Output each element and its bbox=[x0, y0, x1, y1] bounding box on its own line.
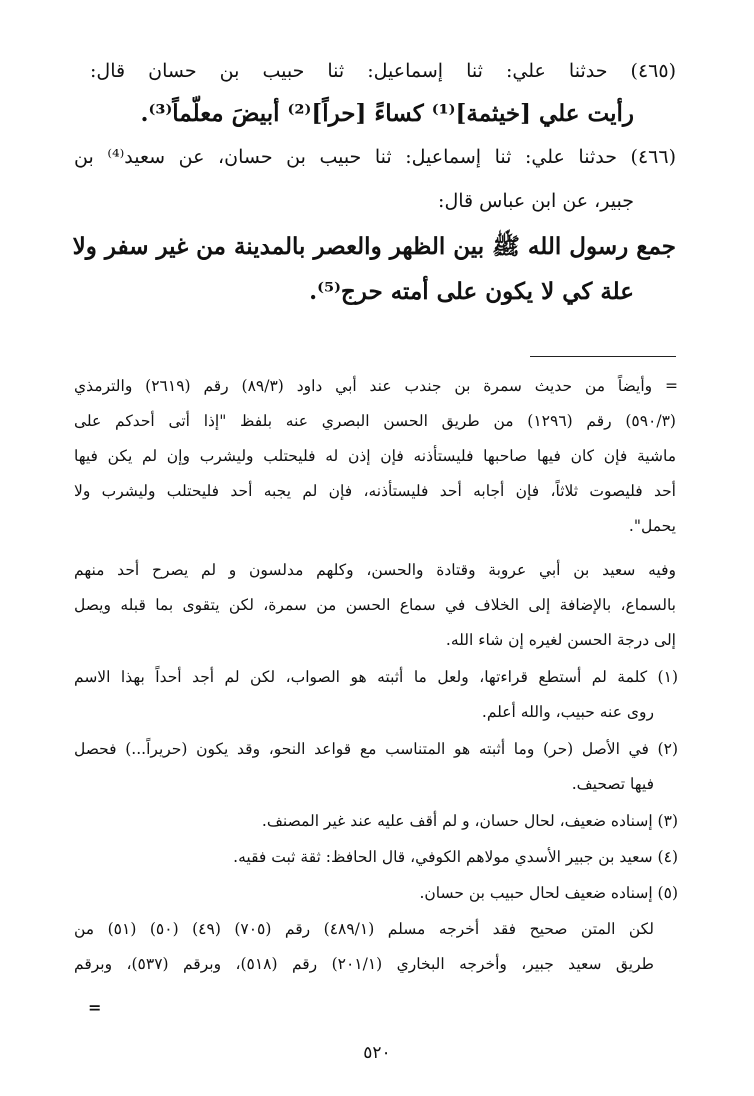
hadith-465-text: رأيت علي [خيثمة]⁽¹⁾ كساءً [حراً]⁽²⁾ أبيضَ معلّماً⁽³⁾. bbox=[140, 100, 634, 127]
footnote-2: (٢) في الأصل (حر) وما أثبته هو المتناسب مع قواعد النحو، وقد يكون (حريراً...) فحصل bbox=[74, 740, 678, 758]
footnote-line: طريق سعيد جبير، وأخرجه البخاري (٢٠١/١) رقم (٥١٨)، وبرقم (٥٣٧)، وبرقم bbox=[74, 955, 654, 973]
footnote-line: بالسماع، بالإضافة إلى الخلاف في سماع الحسن من سمرة، لكن يتقوى بما قبله ويصل bbox=[74, 596, 676, 614]
footnote-5: (٥) إسناده ضعيف لحال حبيب بن حسان. bbox=[419, 884, 678, 902]
footnote-line: لكن المتن صحيح فقد أخرجه مسلم (٤٨٩/١) رقم (٧٠٥) (٤٩) (٥٠) (٥١) من bbox=[74, 920, 654, 938]
footnote-line: أحد فليصوت ثلاثاً، فإن أجابه أحد فليستأذنه، فإن لم يجبه أحد فليحتلب وليشرب ولا bbox=[74, 482, 676, 500]
hadith-466-text-1: جمع رسول الله ﷺ بين الظهر والعصر بالمدينة من غير سفر ولا bbox=[72, 233, 676, 260]
footnote-line: إلى درجة الحسن لغيره إن شاء الله. bbox=[445, 631, 676, 649]
hadith-466-chain: جبير، عن ابن عباس قال: bbox=[438, 190, 634, 212]
hadith-466-line: (٤٦٦) حدثنا علي: ثنا إسماعيل: ثنا حبيب بن حسان، عن سعيد⁽⁴⁾ بن bbox=[74, 146, 676, 168]
footnote-line: فيها تصحيف. bbox=[571, 775, 654, 793]
footnote-4: (٤) سعيد بن جبير الأسدي مولاهم الكوفي، قال الحافظ: ثقة ثبت فقيه. bbox=[233, 848, 678, 866]
footnote-line: (٥٩٠/٣) رقم (١٢٩٦) من طريق الحسن البصري عنه بلفظ "إذا أتى أحدكم على bbox=[74, 412, 676, 430]
continuation-mark: = bbox=[88, 998, 102, 1017]
footnote-line: ماشية فإن كان فيها صاحبها فليستأذنه فإن إذن له فليحتلب وليشرب وإن لم يكن فيها bbox=[74, 447, 676, 465]
footnote-line: روى عنه حبيب، والله أعلم. bbox=[481, 703, 654, 721]
page-number: ٥٢٠ bbox=[363, 1043, 391, 1063]
footnote-line: = وأيضاً من حديث سمرة بن جندب عند أبي داود (٨٩/٣) رقم (٢٦١٩) والترمذي bbox=[74, 377, 678, 395]
hadith-465-line: (٤٦٥) حدثنا علي: ثنا إسماعيل: ثنا حبيب بن حسان قال: bbox=[90, 60, 676, 82]
footnote-line: يحمل". bbox=[628, 517, 676, 535]
footnote-1: (١) كلمة لم أستطع قراءتها، ولعل ما أثبته هو الصواب، لكن لم أجد أحداً بهذا الاسم bbox=[74, 668, 678, 686]
footnote-line: وفيه سعيد بن أبي عروبة وقتادة والحسن، وكلهم مدلسون و لم يصرح أحد منهم bbox=[74, 561, 676, 579]
footnote-3: (٣) إسناده ضعيف، لحال حسان، و لم أقف عليه عند غير المصنف. bbox=[261, 812, 678, 830]
footnote-separator bbox=[530, 356, 676, 357]
hadith-466-text-2: علة كي لا يكون على أمته حرج⁽⁵⁾. bbox=[309, 278, 634, 305]
